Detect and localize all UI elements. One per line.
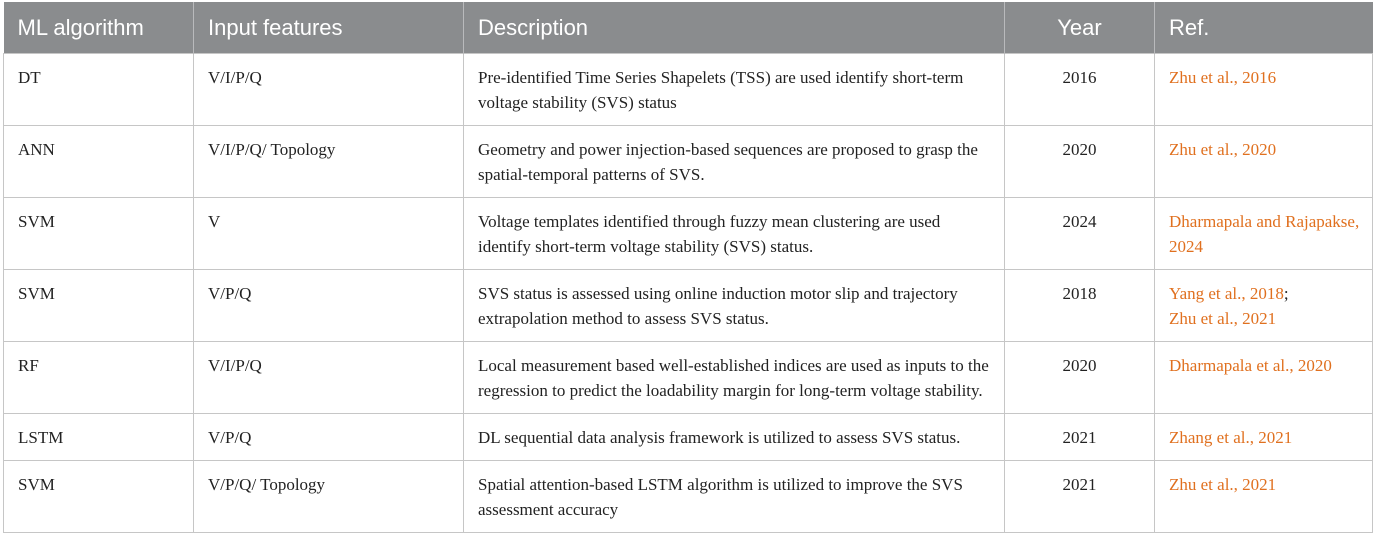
- table-row: [4, 461, 1373, 533]
- cell-year: 2016: [1005, 54, 1155, 126]
- cell-description: Pre-identified Time Series Shapelets (TSS) are used identify short-term voltage stability (SVS) status: [464, 54, 1005, 126]
- table-row: [4, 270, 1373, 342]
- cell-ml-algorithm: DT: [4, 54, 194, 126]
- cell-ml-algorithm: ANN: [4, 126, 194, 198]
- reference-link[interactable]: Zhang et al., 2021: [1169, 428, 1293, 447]
- cell-ml-algorithm: LSTM: [4, 414, 194, 461]
- cell-ref: [1155, 126, 1373, 198]
- table-row: [4, 414, 1373, 461]
- cell-ml-algorithm: SVM: [4, 270, 194, 342]
- ref-line: [1169, 425, 1360, 450]
- cell-input-features: V/I/P/Q: [194, 342, 464, 414]
- header-ref: Ref.: [1155, 2, 1373, 54]
- header-year: Year: [1005, 2, 1155, 54]
- cell-ref: [1155, 342, 1373, 414]
- cell-input-features: V/I/P/Q: [194, 54, 464, 126]
- header-input-features: Input features: [194, 2, 464, 54]
- header-ml-algorithm: ML algorithm: [4, 2, 194, 54]
- cell-input-features: V/I/P/Q/ Topology: [194, 126, 464, 198]
- cell-input-features: V/P/Q: [194, 270, 464, 342]
- cell-description: DL sequential data analysis framework is utilized to assess SVS status.: [464, 414, 1005, 461]
- cell-input-features: V/P/Q: [194, 414, 464, 461]
- table-body: [4, 54, 1373, 533]
- cell-ref: [1155, 54, 1373, 126]
- cell-ref: [1155, 270, 1373, 342]
- ref-line: [1169, 65, 1360, 90]
- reference-link[interactable]: Zhu et al., 2021: [1169, 309, 1277, 328]
- cell-year: 2024: [1005, 198, 1155, 270]
- table-row: [4, 198, 1373, 270]
- ref-line: [1169, 353, 1360, 378]
- header-row: [4, 2, 1373, 54]
- ref-line: [1169, 137, 1360, 162]
- reference-link[interactable]: Zhu et al., 2016: [1169, 68, 1277, 87]
- table-row: [4, 54, 1373, 126]
- ref-line: [1169, 306, 1360, 331]
- cell-ref: [1155, 198, 1373, 270]
- cell-year: 2018: [1005, 270, 1155, 342]
- ref-line: [1169, 209, 1360, 259]
- cell-ml-algorithm: SVM: [4, 198, 194, 270]
- cell-year: 2020: [1005, 342, 1155, 414]
- cell-ml-algorithm: RF: [4, 342, 194, 414]
- cell-description: Voltage templates identified through fuzzy mean clustering are used identify short-term voltage stability (SVS) status.: [464, 198, 1005, 270]
- header-description: Description: [464, 2, 1005, 54]
- cell-input-features: V/P/Q/ Topology: [194, 461, 464, 533]
- reference-link[interactable]: Dharmapala and Rajapakse, 2024: [1169, 212, 1360, 256]
- ml-algorithms-table: [3, 2, 1373, 533]
- cell-description: Spatial attention-based LSTM algorithm is utilized to improve the SVS assessment accuracy: [464, 461, 1005, 533]
- reference-link[interactable]: Yang et al., 2018: [1169, 284, 1284, 303]
- cell-input-features: V: [194, 198, 464, 270]
- cell-ref: [1155, 414, 1373, 461]
- cell-description: Geometry and power injection-based sequences are proposed to grasp the spatial-temporal patterns of SVS.: [464, 126, 1005, 198]
- ref-line: [1169, 281, 1360, 306]
- ref-line: [1169, 472, 1360, 497]
- table-row: [4, 342, 1373, 414]
- reference-link[interactable]: Zhu et al., 2020: [1169, 140, 1277, 159]
- cell-ref: [1155, 461, 1373, 533]
- reference-link[interactable]: Dharmapala et al., 2020: [1169, 356, 1332, 375]
- cell-year: 2020: [1005, 126, 1155, 198]
- cell-description: Local measurement based well-established indices are used as inputs to the regression to predict the loadability margin for long-term voltage stability.: [464, 342, 1005, 414]
- cell-year: 2021: [1005, 461, 1155, 533]
- ref-separator: ;: [1283, 284, 1289, 303]
- reference-link[interactable]: Zhu et al., 2021: [1169, 475, 1277, 494]
- table-row: [4, 126, 1373, 198]
- table-header: [4, 2, 1373, 54]
- cell-description: SVS status is assessed using online induction motor slip and trajectory extrapolation method to assess SVS status.: [464, 270, 1005, 342]
- cell-year: 2021: [1005, 414, 1155, 461]
- cell-ml-algorithm: SVM: [4, 461, 194, 533]
